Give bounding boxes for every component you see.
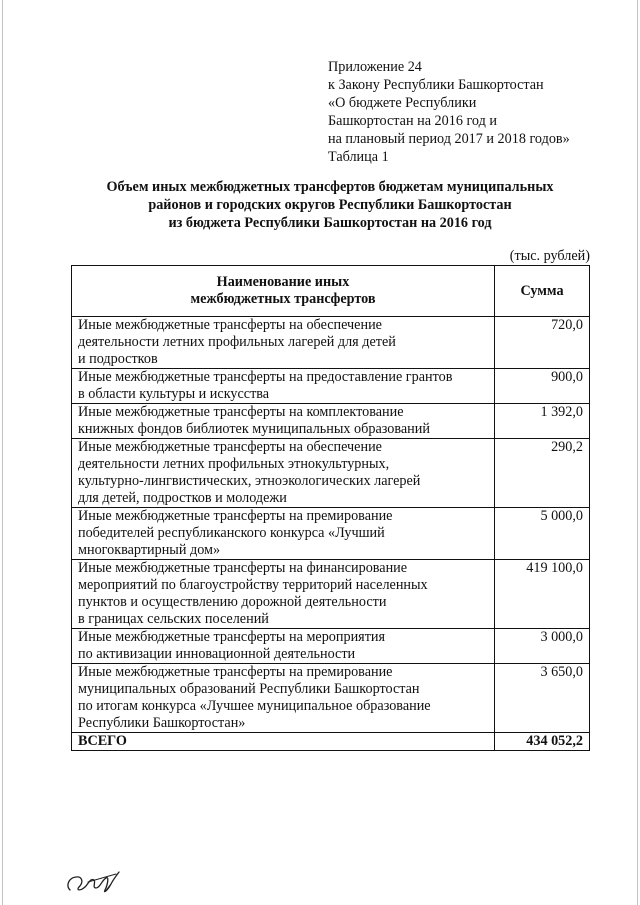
row-sum: 900,0	[495, 369, 590, 404]
total-label: ВСЕГО	[72, 733, 495, 751]
row-name: Иные межбюджетные трансферты на финансирование мероприятий по благоустройству территорий населенных пунктов и осуществлению дорожной деятельности в границах сельских поселений	[72, 560, 495, 629]
appendix-line: «О бюджете Республики	[328, 95, 477, 111]
appendix-line: Башкортостан на 2016 год и	[328, 113, 497, 129]
total-sum: 434 052,2	[495, 733, 590, 751]
table-row	[72, 317, 590, 369]
row-sum: 290,2	[495, 439, 590, 508]
row-name: Иные межбюджетные трансферты на комплектование книжных фондов библиотек муниципальных образований	[72, 404, 495, 439]
row-sum: 5 000,0	[495, 508, 590, 560]
row-name: Иные межбюджетные трансферты на премирование победителей республиканского конкурса «Лучший многоквартирный дом»	[72, 508, 495, 560]
row-sum: 3 000,0	[495, 629, 590, 664]
appendix-line: к Закону Республики Башкортостан	[328, 77, 544, 93]
appendix-line: на плановый период 2017 и 2018 годов»	[328, 131, 570, 147]
row-name: Иные межбюджетные трансферты на предоставление грантов в области культуры и искусства	[72, 369, 495, 404]
title-line: районов и городских округов Республики Башкортостан	[148, 197, 512, 213]
table-row	[72, 369, 590, 404]
total-row	[72, 733, 590, 751]
row-sum: 419 100,0	[495, 560, 590, 629]
title-line: из бюджета Республики Башкортостан на 2016 год	[168, 215, 492, 231]
appendix-reference	[328, 58, 628, 166]
row-name: Иные межбюджетные трансферты на обеспечение деятельности летних профильных этнокультурных, культурно-лингвистических, этноэкологических лагерей для детей, подростков и молодежи	[72, 439, 495, 508]
row-sum: 1 392,0	[495, 404, 590, 439]
table-row	[72, 439, 590, 508]
units-label: (тыс. рублей)	[509, 248, 590, 264]
title-line: Объем иных межбюджетных трансфертов бюджетам муниципальных	[106, 179, 554, 195]
row-name: Иные межбюджетные трансферты на мероприятия по активизации инновационной деятельности	[72, 629, 495, 664]
appendix-table-number: Таблица 1	[328, 149, 389, 165]
signature-mark	[64, 868, 122, 896]
table-row	[72, 629, 590, 664]
appendix-line: Приложение 24	[328, 59, 422, 75]
row-sum: 720,0	[495, 317, 590, 369]
scan-edge-left	[2, 0, 3, 905]
table-row	[72, 664, 590, 733]
header-name: Наименование иных межбюджетных трансфертов	[72, 266, 495, 317]
header-sum: Сумма	[495, 266, 590, 317]
table-row	[72, 508, 590, 560]
row-sum: 3 650,0	[495, 664, 590, 733]
table-row	[72, 560, 590, 629]
transfers-table	[71, 265, 590, 751]
document-title	[70, 178, 590, 232]
table-header-row	[72, 266, 590, 317]
row-name: Иные межбюджетные трансферты на обеспечение деятельности летних профильных лагерей для детей и подростков	[72, 317, 495, 369]
row-name: Иные межбюджетные трансферты на премирование муниципальных образований Республики Башкортостан по итогам конкурса «Лучшее муниципальное образование Республики Башкортостан»	[72, 664, 495, 733]
table-row	[72, 404, 590, 439]
scan-edge-right	[637, 0, 638, 905]
